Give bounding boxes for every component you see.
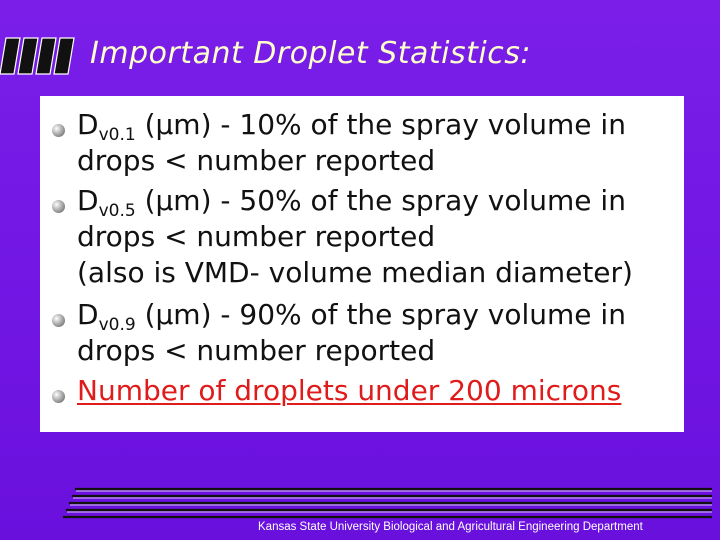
footer-text: Kansas State University Biological and Agricultural Engineering Department: [258, 521, 643, 533]
decorative-stripes-top: [0, 36, 80, 76]
symbol-d: D: [77, 184, 99, 217]
bullet-line-2: drops < number reported: [77, 334, 436, 367]
content-panel: [40, 96, 684, 432]
symbol-d: D: [77, 108, 99, 141]
bullet-text: (µm) - 50% of the spray volume in: [135, 184, 626, 217]
bullet-line-2: drops < number reported: [77, 144, 436, 177]
symbol-d: D: [77, 298, 99, 331]
subscript: v0.9: [98, 315, 136, 335]
bullet-dot-icon: [52, 200, 65, 213]
bullet-text: (µm) - 10% of the spray volume in: [135, 108, 626, 141]
bullet-line-3: (also is VMD- volume median diameter): [77, 256, 633, 289]
decorative-stripes-bottom: [62, 487, 712, 519]
bullet-text: (µm) - 90% of the spray volume in: [135, 298, 626, 331]
bullet-dot-icon: [52, 390, 65, 403]
bullet-dot-icon: [52, 124, 65, 137]
subscript: v0.5: [98, 201, 136, 221]
bullet-line-2: drops < number reported: [77, 220, 436, 253]
subscript: v0.1: [98, 125, 136, 145]
slide-title: Important Droplet Statistics:: [90, 36, 531, 71]
bullet-line: Number of droplets under 200 microns: [77, 374, 622, 407]
bullet-dot-icon: [52, 314, 65, 327]
